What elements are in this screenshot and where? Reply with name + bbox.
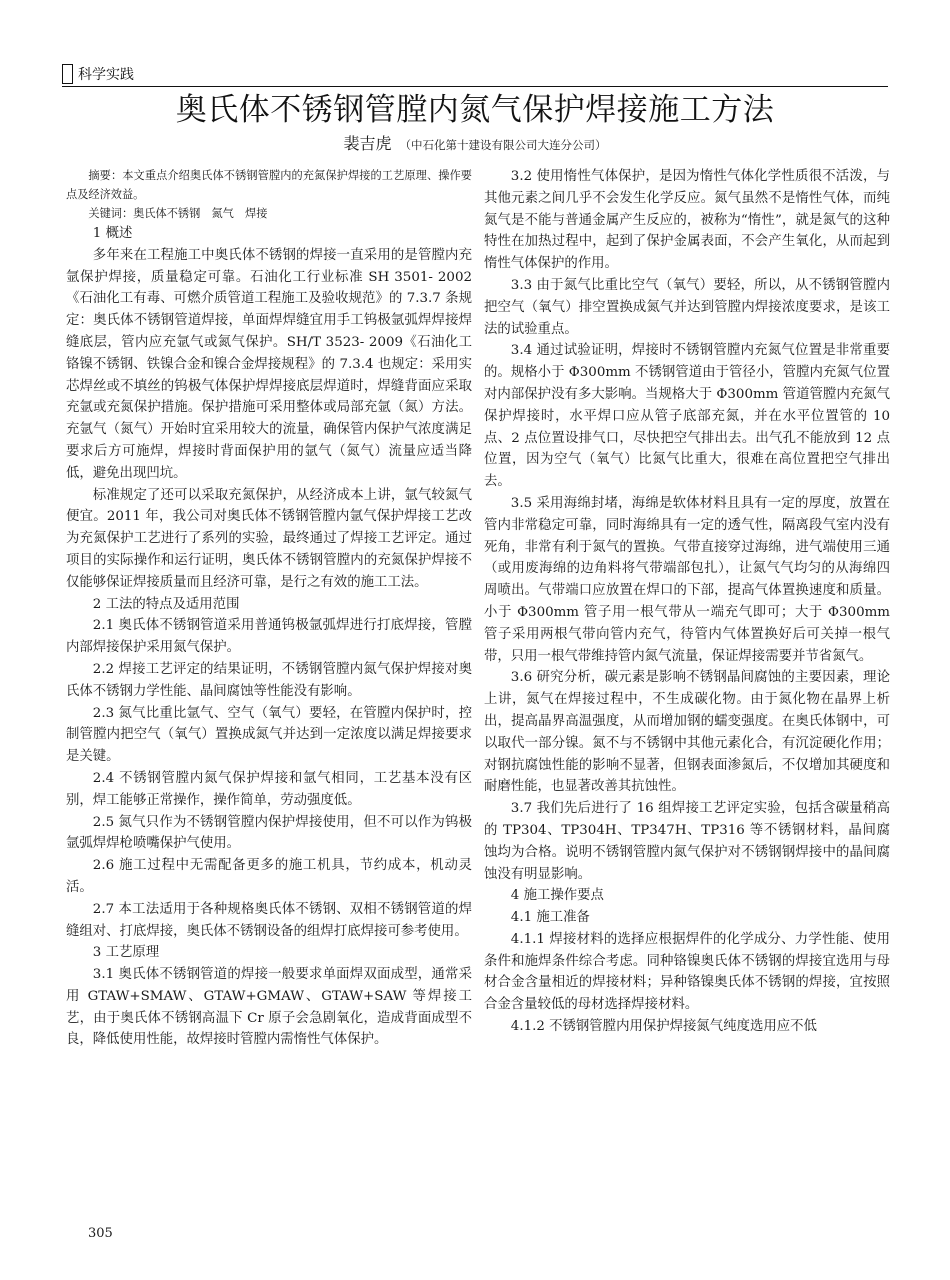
paragraph: 2.2 焊接工艺评定的结果证明，不锈钢管膛内氮气保护焊接对奥氏体不锈钢力学性能、晶间腐蚀等性能没有影响。: [66, 661, 472, 699]
section-tag-box: [62, 64, 73, 84]
article-title: 奥氏体不锈钢管膛内氮气保护焊接施工方法: [175, 92, 775, 128]
paragraph: 4.1.1 焊接材料的选择应根据焊件的化学成分、力学性能、使用条件和施焊条件综合考虑。同种铬镍奥氏体不锈钢的焊接宜选用与母材合金含量相近的焊接材料；异种铬镍奥氏体不锈钢的焊接，宜按照合金含量较低的母材选择焊接材料。: [484, 931, 890, 1013]
paragraph: 3.6 研究分析，碳元素是影响不锈钢晶间腐蚀的主要因素，理论上讲，氮气在焊接过程中，不生成碳化物。由于氮化物在晶界上析出，提高晶界高温强度，从而增加钢的蠕变强度。在奥氏体钢中，可以取代一部分镍。氮不与不锈钢中其他元素化合，有沉淀硬化作用；对钢抗腐蚀性能的影响不显著，但钢表面渗氮后，不仅增加其硬度和耐磨性能，也显著改善其抗蚀性。: [484, 670, 890, 795]
affiliation: （中石化第十建设有限公司大连分公司）: [399, 138, 607, 152]
section-tag: [62, 62, 134, 86]
author: 裴吉虎: [343, 134, 392, 153]
paragraph: 2.1 奥氏体不锈钢管道采用普通钨极氩弧焊进行打底焊接，管膛内部焊接保护采用氮气保护。: [66, 618, 472, 656]
section-heading: 1 概述: [92, 226, 133, 241]
paragraph: 标准规定了还可以采取充氮保护，从经济成本上讲，氩气较氮气便宜。2011 年，我公司对奥氏体不锈钢管膛内氩气保护焊接工艺改为充氮保护工艺进行了系列的实验，最终通过了焊接工艺评定。通过项目的实际操作和运行证明，奥氏体不锈钢管膛内的充氮保护焊接不仅能够保证焊接质量而且经济可靠，是行之有效的施工工法。: [66, 487, 472, 590]
paragraph: 2.5 氮气只作为不锈钢管膛内保护焊接使用，但不可以作为钨极氩弧焊焊枪喷嘴保护气使用。: [66, 814, 472, 852]
byline: [0, 132, 950, 157]
paragraph: 3.7 我们先后进行了 16 组焊接工艺评定实验，包括含碳量稍高的 TP304、TP304H、TP347H、TP316 等不锈钢材料，晶间腐蚀均为合格。说明不锈钢管膛内氮气保护对不锈钢钢焊接中的晶间腐蚀没有明显影响。: [484, 801, 890, 882]
paragraph: 3.5 采用海绵封堵，海绵是软体材料且具有一定的厚度，放置在管内非常稳定可靠，同时海绵具有一定的透气性，隔离段气室内没有死角，非常有利于氮气的置换。气带直接穿过海绵，进气端使用三通（或用废海绵的边角料将气带端部包扎），让氮气气均匀的从海绵四周喷出。气带端口应放置在焊口的下部，提高气体置换速度和质量。小于 Φ300mm 管子用一根气带从一端充气即可；大于 Φ300mm 管子采用两根气带向管内充气，待管内气体置换好后可关掉一根气带，只用一根气带维持管内氮气流量，保证焊接需要并节省氮气。: [484, 495, 890, 664]
right-column: [484, 166, 890, 1038]
section-heading: 4 施工操作要点: [510, 888, 604, 904]
abstract: 摘要：本文重点介绍奥氏体不锈钢管膛内的充氮保护焊接的工艺原理、操作要点及经济效益。: [66, 169, 472, 201]
paragraph: 4.1.2 不锈钢管膛内用保护焊接氮气纯度选用应不低: [510, 1019, 817, 1035]
page-number: 305: [88, 1226, 113, 1241]
paragraph: 3.1 奥氏体不锈钢管道的焊接一般要求单面焊双面成型，通常采用 GTAW+SMAW、GTAW+GMAW、GTAW+SAW 等焊接工艺，由于奥氏体不锈钢高温下 Cr 原子会急剧氧化，造成背面成型不良，降低使用性能，故焊接时管膛内需惰性气体保护。: [66, 967, 472, 1048]
section-heading: 3 工艺原理: [92, 945, 160, 961]
paragraph: 2.7 本工法适用于各种规格奥氏体不锈钢、双相不锈钢管道的焊缝组对、打底焊接，奥氏体不锈钢设备的组焊打底焊接可参考使用。: [66, 901, 472, 939]
paragraph: 2.3 氮气比重比氩气、空气（氧气）要轻，在管膛内保护时，控制管膛内把空气（氧气）置换成氮气并达到一定浓度以满足焊接要求是关键。: [66, 705, 472, 765]
header-rule: [62, 86, 888, 87]
left-column: [66, 166, 472, 1051]
paragraph: 2.4 不锈钢管膛内氮气保护焊接和氩气相同，工艺基本没有区别，焊工能够正常操作，操作简单，劳动强度低。: [66, 770, 472, 808]
section-tag-label: 科学实践: [78, 67, 134, 83]
paragraph: 2.6 施工过程中无需配备更多的施工机具，节约成本，机动灵活。: [66, 858, 472, 895]
paragraph: 多年来在工程施工中奥氏体不锈钢的焊接一直采用的是管膛内充氩保护焊接，质量稳定可靠。石油化工行业标准 SH 3501- 2002《石油化工有毒、可燃介质管道工程施工及验收规范》的 7.3.7 条规定：奥氏体不锈钢管道焊接，单面焊焊缝宜用手工钨极氩弧焊焊接焊缝底层，管内应充氩气或氮气保护。SH/T 3523- 2009《石油化工铬镍不锈钢、铁镍合金和镍合金焊接规程》的 7.3.4 也规定：采用实芯焊丝或不填丝的钨极气体保护焊焊接底层焊道时，焊缝背面应采取充氩或充氮保护措施。保护措施可采用整体或局部充氩（氮）方法。充氩气（氮气）开始时宜采用较大的流量，确保管内保护气浓度满足要求后方可施焊，焊接时背面保护用的氩气（氮气）流量应适当降低，避免出现凹坑。: [66, 247, 472, 481]
keywords: 关键词：奥氏体不锈钢 氮气 焊接: [88, 207, 268, 220]
section-heading: 2 工法的特点及适用范围: [92, 596, 240, 612]
paragraph: 3.2 使用惰性气体保护，是因为惰性气体化学性质很不活泼，与其他元素之间几乎不会发生化学反应。氮气虽然不是惰性气体，而纯氮气是不能与普通金属产生反应的，被称为“惰性”，就是氮气的这种特性在加热过程中，起到了保护金属表面，不会产生氧化，从而起到惰性气体保护的作用。: [484, 169, 890, 272]
subsection-heading: 4.1 施工准备: [510, 910, 590, 926]
paragraph: 3.4 通过试验证明，焊接时不锈钢管膛内充氮气位置是非常重要的。规格小于 Φ300mm 不锈钢管道由于管径小，管膛内充氮气位置对内部保护没有多大影响。当规格大于 Φ300mm 管道管膛内充氮气保护焊接时，水平焊口应从管子底部充氮，并在水平位置管的 10 点、2 点位置设排气口，尽快把空气排出去。出气孔不能放到 12 点位置，因为空气（氧气）比氮气比重大，很难在高位置把空气排出去。: [484, 343, 890, 490]
paragraph: 3.3 由于氮气比重比空气（氧气）要轻，所以，从不锈钢管膛内把空气（氧气）排空置换成氮气并达到管膛内焊接浓度要求，是该工法的试验重点。: [484, 277, 890, 337]
